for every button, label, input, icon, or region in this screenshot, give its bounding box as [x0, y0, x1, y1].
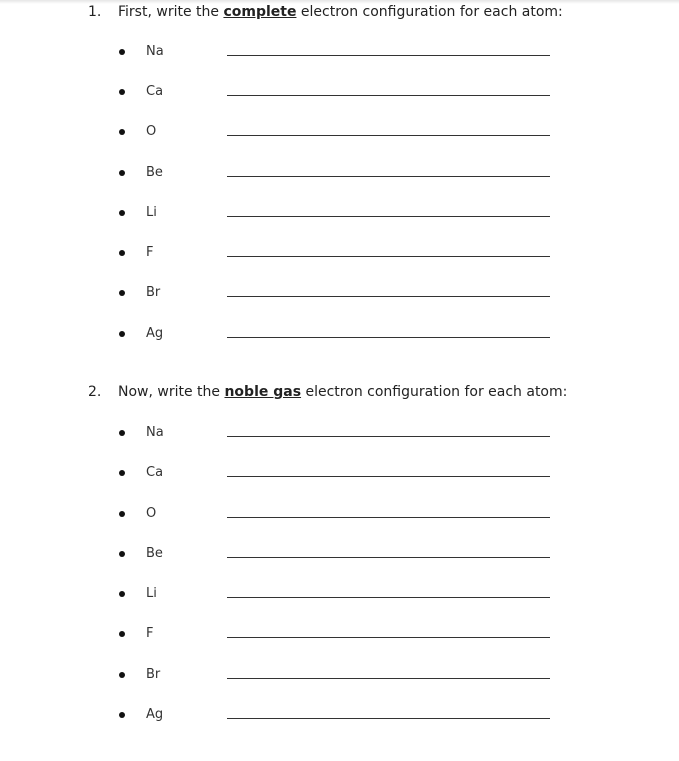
q1-item-ca — [0, 83, 679, 103]
bullet-icon — [119, 250, 125, 256]
atom-label: Be — [146, 546, 163, 561]
bullet-icon — [119, 290, 125, 296]
answer-line[interactable] — [227, 256, 550, 257]
q1-item-f — [0, 244, 679, 264]
atom-label: F — [146, 245, 154, 260]
q1-item-be — [0, 164, 679, 184]
answer-line[interactable] — [227, 95, 550, 96]
bullet-icon — [119, 129, 125, 135]
q2-item-be — [0, 545, 679, 565]
q2-item-f — [0, 625, 679, 645]
atom-label: O — [146, 506, 157, 521]
question-2-number: 2. — [88, 384, 102, 400]
question-1-emphasis: complete — [223, 4, 297, 20]
atom-label: O — [146, 124, 157, 139]
q1-item-li — [0, 204, 679, 224]
question-2-emphasis: noble gas — [224, 384, 302, 400]
atom-label: Ag — [146, 326, 164, 341]
question-2-text: Now, write the noble gas electron configuration for each atom: — [118, 384, 568, 400]
answer-line[interactable] — [227, 557, 550, 558]
bullet-icon — [119, 430, 125, 436]
answer-line[interactable] — [227, 135, 550, 136]
answer-line[interactable] — [227, 176, 550, 177]
q2-item-li — [0, 585, 679, 605]
q1-item-ag — [0, 325, 679, 345]
atom-label: Be — [146, 165, 163, 180]
bullet-icon — [119, 551, 125, 557]
q1-item-br — [0, 284, 679, 304]
answer-line[interactable] — [227, 216, 550, 217]
atom-label: Na — [146, 44, 164, 59]
answer-line[interactable] — [227, 436, 550, 437]
bullet-icon — [119, 672, 125, 678]
question-1-text: First, write the complete electron configuration for each atom: — [118, 4, 563, 20]
answer-line[interactable] — [227, 337, 550, 338]
question-1 — [88, 3, 648, 21]
bullet-icon — [119, 210, 125, 216]
atom-label: Ag — [146, 707, 164, 722]
bullet-icon — [119, 631, 125, 637]
answer-line[interactable] — [227, 718, 550, 719]
answer-line[interactable] — [227, 296, 550, 297]
answer-line[interactable] — [227, 678, 550, 679]
answer-line[interactable] — [227, 55, 550, 56]
q1-item-o — [0, 123, 679, 143]
atom-label: Li — [146, 205, 157, 220]
atom-label: Na — [146, 425, 164, 440]
bullet-icon — [119, 331, 125, 337]
atom-label: Br — [146, 667, 161, 682]
bullet-icon — [119, 49, 125, 55]
bullet-icon — [119, 591, 125, 597]
question-2 — [88, 383, 648, 401]
answer-line[interactable] — [227, 476, 550, 477]
atom-label: Br — [146, 285, 161, 300]
bullet-icon — [119, 170, 125, 176]
atom-label: F — [146, 626, 154, 641]
q1-item-na — [0, 43, 679, 63]
answer-line[interactable] — [227, 597, 550, 598]
q2-item-ag — [0, 706, 679, 726]
atom-label: Li — [146, 586, 157, 601]
bullet-icon — [119, 470, 125, 476]
answer-line[interactable] — [227, 517, 550, 518]
answer-line[interactable] — [227, 637, 550, 638]
bullet-icon — [119, 89, 125, 95]
q2-item-br — [0, 666, 679, 686]
question-1-number: 1. — [88, 4, 102, 20]
bullet-icon — [119, 511, 125, 517]
q2-item-o — [0, 505, 679, 525]
bullet-icon — [119, 712, 125, 718]
atom-label: Ca — [146, 84, 164, 99]
atom-label: Ca — [146, 465, 164, 480]
q2-item-na — [0, 424, 679, 444]
q2-item-ca — [0, 464, 679, 484]
